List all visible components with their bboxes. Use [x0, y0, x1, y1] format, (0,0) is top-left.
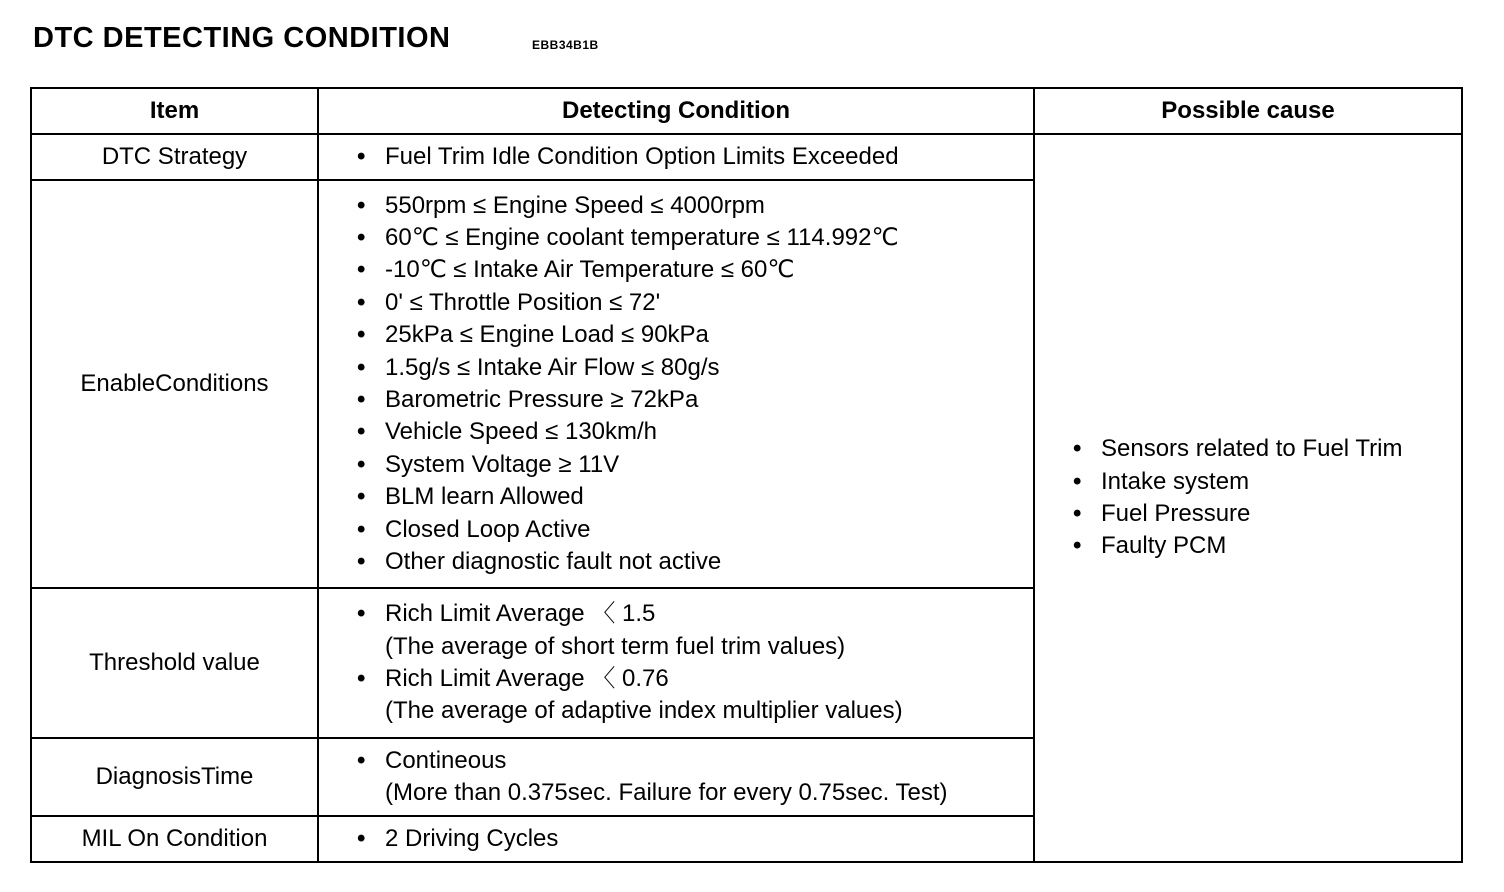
row-conditions — [318, 180, 1034, 588]
condition-item: • 1.5g/s ≤ Intake Air Flow ≤ 80g/s — [357, 352, 1023, 384]
row-conditions — [318, 134, 1034, 180]
row-item-diagnosis-time: DiagnosisTime — [31, 738, 318, 816]
condition-item: • Barometric Pressure ≥ 72kPa — [357, 384, 1023, 416]
row-conditions — [318, 588, 1034, 738]
condition-item: • -10℃ ≤ Intake Air Temperature ≤ 60℃ — [357, 254, 1023, 286]
condition-item — [357, 663, 1023, 728]
row-conditions — [318, 738, 1034, 816]
dtc-condition-table — [30, 87, 1463, 863]
column-header-item: Item — [31, 88, 318, 134]
row-item-threshold-value: Threshold value — [31, 588, 318, 738]
condition-text: Contineous — [385, 746, 507, 774]
condition-note: (More than 0.375sec. Failure for every 0.75sec. Test) — [385, 779, 948, 806]
table-row — [31, 134, 1462, 180]
possible-cause-cell — [1034, 134, 1462, 862]
condition-item: • 550rpm ≤ Engine Speed ≤ 4000rpm — [357, 190, 1023, 222]
row-conditions — [318, 816, 1034, 862]
cause-item: • Intake system — [1073, 466, 1451, 498]
condition-item — [357, 598, 1023, 663]
row-item-mil-on-condition: MIL On Condition — [31, 816, 318, 862]
page-title: DTC DETECTING CONDITION — [33, 22, 451, 54]
condition-text: Rich Limit Average 〈 1.5 — [385, 600, 656, 628]
row-item-enable-conditions: EnableConditions — [31, 180, 318, 588]
condition-item — [357, 745, 1023, 810]
cause-item: • Faulty PCM — [1073, 530, 1451, 562]
condition-note: (The average of short term fuel trim values) — [385, 632, 846, 660]
table-header-row — [31, 88, 1462, 134]
condition-item: • 0' ≤ Throttle Position ≤ 72' — [357, 287, 1023, 319]
condition-item: • Other diagnostic fault not active — [357, 546, 1023, 578]
condition-item: • 25kPa ≤ Engine Load ≤ 90kPa — [357, 319, 1023, 351]
row-item-dtc-strategy: DTC Strategy — [31, 134, 318, 180]
column-header-detecting-condition: Detecting Condition — [318, 88, 1034, 134]
condition-item: • 2 Driving Cycles — [357, 823, 1023, 855]
condition-item: • Fuel Trim Idle Condition Option Limits Exceeded — [357, 141, 1023, 173]
condition-item: • BLM learn Allowed — [357, 481, 1023, 513]
cause-item: • Sensors related to Fuel Trim — [1073, 433, 1451, 465]
condition-item: • Closed Loop Active — [357, 514, 1023, 546]
condition-item: • System Voltage ≥ 11V — [357, 449, 1023, 481]
document-code: EBB34B1B — [532, 38, 599, 52]
condition-item: • Vehicle Speed ≤ 130km/h — [357, 416, 1023, 448]
column-header-possible-cause: Possible cause — [1034, 88, 1462, 134]
condition-text: Rich Limit Average 〈 0.76 — [385, 665, 669, 692]
condition-note: (The average of adaptive index multiplier values) — [385, 697, 903, 725]
cause-item: • Fuel Pressure — [1073, 498, 1451, 530]
condition-item: • 60℃ ≤ Engine coolant temperature ≤ 114.992℃ — [357, 222, 1023, 254]
